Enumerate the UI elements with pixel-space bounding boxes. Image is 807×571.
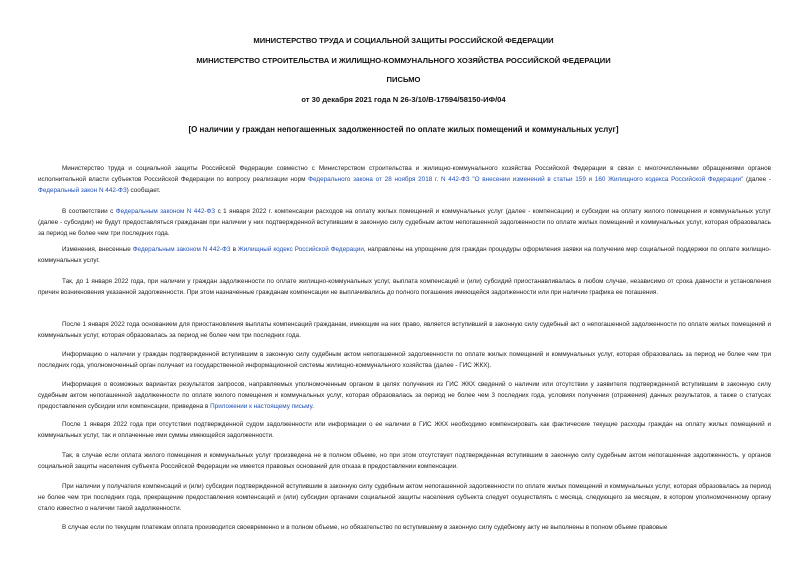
paragraph-7 [38,380,771,412]
paragraph-text: Министерство труда и социальной защиты Российской Федерации совместно с Министерством строительства и жилищно-коммунального хозяйства Российской Федерации в связи с многочисленными обращениями органов исполнительной власти субъектов Российской Федерации по вопросу реализации норм [38,165,771,183]
paragraph-11 [38,523,771,534]
paragraph-text: Информацию о наличии у граждан подтвержденной вступившим в законную силу судебным актом непогашенной задолженности по оплате жилых помещений и коммунальных услуг, которая образовалась за период не более чем три последних года, уполномоченный орган получает из государственной информационной системы жилищно-коммунального хозяйства (далее - ГИС ЖКХ). [38,351,771,369]
paragraph-text: , направлены на упрощение для граждан процедуры оформления заявки на получение мер социальной поддержки по оплате жилищно-коммунальных услуг. [38,246,771,264]
paragraph-text: в [230,246,238,253]
law-442-fz-link[interactable]: Федеральный закон N 442-ФЗ [38,186,127,194]
paragraph-text: . [312,402,314,410]
paragraph-text: Изменения, внесенные [62,246,133,253]
paragraph-9 [38,451,771,473]
paragraph-text: Так, до 1 января 2022 года, при наличии у граждан задолженности по оплате жилищно-коммунальных услуг, выплата компенсаций и (или) субсидий приостанавливалась в любом случае, независимо от срока давности и установления причин возникновения указанной задолженности. При этом назначенные гражданам компенсации не выплачивались до полного погашения имеющейся задолженности или при наличии графика ее погашения. [38,278,771,296]
paragraph-text: Информация о возможных вариантах результатов запросов, направляемых уполномоченным органом в целях получения из ГИС ЖКХ сведений о наличии или отсутствии у заявителя подтвержденной вступившим в законную силу судебным актом непогашенной задолженности по оплате жилого помещения и коммунальных услуг, которая образовалась за период не более чем 3 последних года, условиях получения (отражения) данных результатов, а также о статусах предоставления субсидии или компенсации, приведена в [38,381,771,410]
law-442-fz-full-link[interactable]: Федерального закона от 28 ноября 2018 г. N 442-ФЗ "О внесении изменений в статьи 159 и 160 Жилищного кодекса Российской Федерации" [308,175,744,183]
paragraph-2 [38,207,771,239]
paragraph-text: После 1 января 2022 года основанием для приостановления выплаты компенсаций гражданам, имеющим на них право, является вступивший в законную силу судебный акт о непогашенной задолженности по оплате жилых помещений и коммунальных услуг, которая образовалась за период не более чем три последних года. [38,321,771,339]
paragraph-text: Так, в случае если оплата жилого помещения и коммунальных услуг произведена не в полном объеме, но при этом отсутствует подтвержденная вступившим в законную силу судебным актом непогашенная задолженность, у органов социальной защиты населения субъекта Российской Федерации не имеется правовых оснований для отказа в предоставлении компенсации. [38,452,771,470]
document-type: ПИСЬМО [386,75,421,84]
paragraph-10 [38,482,771,514]
paragraph-3 [38,245,771,267]
law-442-fz-link[interactable]: Федеральным законом N 442-ФЗ [115,208,216,215]
paragraph-4 [38,277,771,299]
paragraph-8 [38,420,771,442]
paragraph-text: В соответствии с [62,208,116,215]
paragraph-text: В случае если по текущим платежам оплата производится своевременно и в полном объеме, но обязательство по вступившему в законную силу судебному акту не выполнены в полном объеме правовые [62,524,668,531]
paragraph-6 [38,350,771,372]
law-442-fz-link[interactable]: Федеральным законом N 442-ФЗ [132,246,231,253]
housing-code-link[interactable]: Жилищный кодекс Российской Федерации [237,246,364,253]
paragraph-text: ) сообщает. [126,186,161,194]
paragraph-1 [38,164,771,196]
ministry-labor-heading: МИНИСТЕРСТВО ТРУДА И СОЦИАЛЬНОЙ ЗАЩИТЫ РОССИЙСКОЙ ФЕДЕРАЦИИ [253,36,554,45]
appendix-link[interactable]: Приложении к настоящему письму [210,402,313,410]
paragraph-5 [38,320,771,342]
paragraph-text: (далее - [743,175,771,183]
paragraph-text: После 1 января 2022 года при отсутствии подтвержденной судом задолженности или информации о ее наличии в ГИС ЖКХ необходимо компенсировать как фактические текущие расходы граждан на оплату жилых помещений и коммунальных услуг, так и оплаченные ими суммы имеющейся задолженности. [38,421,771,439]
document-title: [О наличии у граждан непогашенных задолженностей по оплате жилых помещений и коммунальных услуг] [188,125,619,134]
paragraph-text: При наличии у получателя компенсаций и (или) субсидии подтвержденной вступившим в законную силу судебным актом непогашенной задолженности по оплате жилых помещений и коммунальных услуг, которая образовалась за период не более чем три последних года, прекращение предоставления компенсаций и (или) субсидии органами социальной защиты населения субъекта следует осуществлять с месяца, следующего за месяцем, в котором уполномоченному органу стало известно о наличии такой задолженности. [38,483,771,512]
document-date-number: от 30 декабря 2021 года N 26-3/10/В-17594/58150-ИФ/04 [301,95,506,104]
paragraph-text: с 1 января 2022 г. компенсации расходов на оплату жилых помещений и коммунальных услуг (далее - компенсации) и субсидии на оплату жилого помещения и коммунальных услуг (далее - субсидии) не будут предоставляться гражданам при наличии у них подтвержденной вступившим в законную силу судебным актом непогашенной задолженности по оплате жилых помещений и коммунальных услуг, которая образовалась за период не более чем три последних года. [38,208,771,237]
ministry-construction-heading: МИНИСТЕРСТВО СТРОИТЕЛЬСТВА И ЖИЛИЩНО-КОММУНАЛЬНОГО ХОЗЯЙСТВА РОССИЙСКОЙ ФЕДЕРАЦИИ [196,56,611,65]
